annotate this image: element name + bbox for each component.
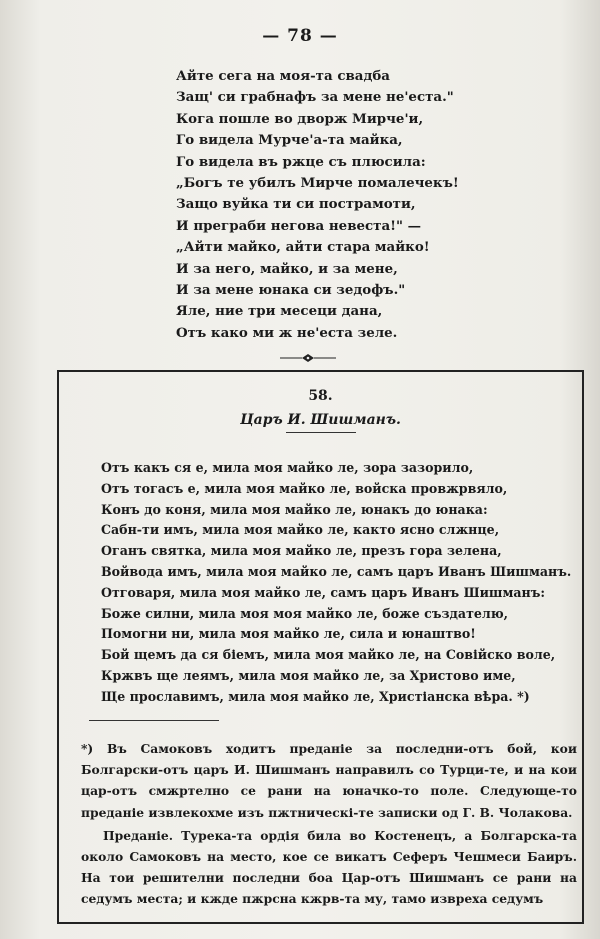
footnote [81, 738, 577, 910]
section-ornament [278, 352, 338, 364]
footnote-paragraph: Преданіе. Турека-та ордія била во Костенецъ, а Болгарска-та около Самоковъ на место, кое се викатъ Сеферъ Чешмеси Баиръ. На тои решителни последни боа Цар-отъ Шишманъ се рани на седумъ места; и кжде пжрсна кжрв-та му, тамо извреха седумъ [81, 827, 577, 907]
poem-line: „Айти майко, айти стара майко! [176, 239, 430, 256]
poem-line: И за мене юнака си зедофъ." [176, 282, 406, 299]
poem-line: Кога пошле во дворж Мирче'и, [176, 110, 424, 127]
song-line: Кржвъ ще леямъ, мила моя майко ле, за Христово име, [101, 667, 516, 683]
song-line: Войвода имъ, мила моя майко ле, самъ царъ Иванъ Шишманъ. [101, 563, 572, 579]
song-line: Отъ тогасъ е, мила моя майко ле, войска провжрвяло, [101, 480, 508, 496]
song-line: Ще прославимъ, мила моя майко ле, Христіанска вѣра. *) [101, 688, 530, 704]
poem-line: Го видела Мурче'а-та майка, [176, 132, 403, 149]
poem-line: Айте сега на моя-та свадба [176, 68, 390, 84]
poem-line: Защо вуйка ти си пострамоти, [176, 196, 416, 213]
song-title [59, 412, 582, 433]
poem-line: Яле, ние три месеци дана, [176, 303, 383, 320]
poem-line: Защ' си грабнафъ за мене не'еста." [176, 89, 454, 106]
song-text [101, 458, 571, 708]
song-line: Конъ до коня, мила моя майко ле, юнакъ до юнака: [101, 501, 488, 517]
poem-line: Отъ како ми ж не'еста зеле. [176, 324, 398, 341]
song-number: 58. [308, 388, 333, 404]
poem-line: Го видела въ ржце съ плюсила: [176, 153, 426, 170]
song-line: Отговаря, мила моя майко ле, самъ царъ Иванъ Шишманъ: [101, 584, 546, 600]
poem-line: „Богъ те убилъ Мирче помалечекъ! [176, 175, 459, 192]
song-line: Сабн-ти имъ, мила моя майко ле, както ясно слжнце, [101, 522, 500, 538]
song-line: Бой щемъ да ся біемъ, мила моя майко ле, на Совійско воле, [101, 647, 556, 663]
title-underline [286, 432, 356, 433]
song-title-text: Царъ И. Шишманъ. [240, 412, 401, 428]
footnote-divider [89, 720, 219, 721]
poem-line: И преграби негова невеста!" — [176, 217, 422, 234]
poem-line: И за него, майко, и за мене, [176, 260, 398, 277]
song-line: Боже силни, мила моя моя майко ле, боже създателю, [101, 605, 509, 621]
page-number: — 78 — [262, 26, 338, 46]
song-line: Оганъ святка, мила моя майко ле, презъ гора зелена, [101, 543, 502, 559]
footnote-paragraph: *) Въ Самоковъ ходитъ преданіе за последни-отъ бой, кои Болгарски-отъ царъ И. Шишманъ направилъ со Турци-те, и на кои цар-отъ смжртелно се рани на юначко-то поле. Следующе-то преданіе извлекохме изъ пжтническі-те записки од Г. В. Чолакова. [81, 741, 577, 820]
song-line: Помогни ни, мила моя майко ле, сила и юнаштво! [101, 626, 476, 642]
song-line: Отъ какъ ся е, мила моя майко ле, зора зазорило, [101, 460, 474, 475]
song-frame [57, 370, 584, 924]
poem-continuation [176, 66, 496, 344]
